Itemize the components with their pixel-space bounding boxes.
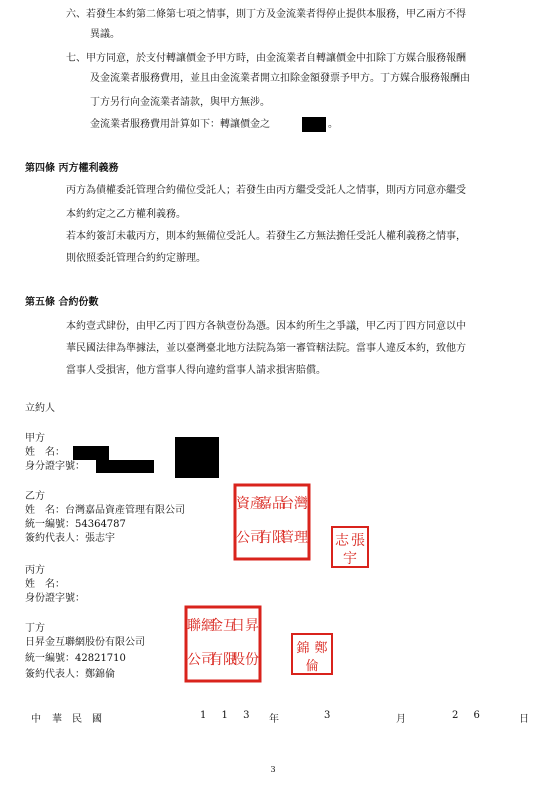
- clause-7-line-1: 七、甲方同意，於支付轉讓價金予甲方時，由金流業者自轉讓價金中扣除丁方媒合服務報酬: [66, 53, 466, 64]
- date-era-2: 華: [52, 714, 62, 725]
- seal-b-char-5: 有限: [258, 530, 286, 546]
- signers-heading: 立約人: [25, 403, 55, 414]
- seal-b-char-4: 管理: [280, 530, 308, 546]
- date-month: 3: [324, 710, 331, 721]
- date-month-unit: 月: [396, 714, 406, 725]
- seal-b-char-1: 台灣: [280, 496, 308, 512]
- party-d-name-line: 日昇金互聯網股份有限公司: [25, 637, 145, 648]
- date-year: 1 1 3: [200, 710, 256, 721]
- seal-rep-d-char-3: 倫: [305, 659, 319, 674]
- seal-d-char-4: 股份: [231, 652, 259, 668]
- party-d-rep-line: 簽約代表人：鄭錦倫: [25, 669, 115, 680]
- party-b-rep-line: 簽約代表人：張志宇: [25, 533, 115, 544]
- date-era-4: 國: [92, 714, 102, 725]
- fee-suffix: 。: [328, 119, 338, 130]
- date-year-unit: 年: [269, 714, 279, 725]
- article-4-p1-line-1: 丙方為債權委託管理合約備位受託人；若發生由丙方繼受受託人之情事，則丙方同意亦繼受: [66, 185, 466, 196]
- clause-6-line-1: 六、若發生本約第二條第七項之情事，則丁方及金流業者得停止提供本服務，甲乙兩方不得: [66, 9, 466, 20]
- redaction-party-a-id: [96, 460, 154, 473]
- party-c-id-label: 身份證字號：: [25, 593, 85, 604]
- page-number: 3: [270, 765, 276, 774]
- party-c-label: 丙方: [25, 565, 45, 576]
- seal-b-char-3: 資產: [236, 496, 264, 512]
- seal-rep-b-char-2: 志: [335, 533, 349, 549]
- seal-rep-b-char-3: 宇: [343, 551, 357, 567]
- rep-seal-b: [330, 525, 370, 569]
- party-b-name-line: 姓 名：台灣嘉品資產管理有限公司: [25, 505, 185, 516]
- seal-d-char-1: 日昇: [231, 618, 259, 634]
- seal-b-char-6: 公司: [236, 530, 264, 546]
- article-4-title: 第四條 丙方權利義務: [25, 163, 119, 174]
- party-a-id-label: 身分證字號：: [25, 461, 85, 472]
- article-4-p1-line-2: 本約約定之乙方權利義務。: [66, 209, 186, 220]
- redaction-party-a-seal: [175, 437, 219, 478]
- article-5-p1-line-3: 當事人受損害，他方當事人得向違約當事人請求損害賠償。: [66, 365, 326, 376]
- seal-b-char-2: 嘉品: [258, 496, 286, 512]
- seal-rep-b-char-1: 張: [351, 533, 365, 549]
- clause-7-line-2: 及金流業者服務費用，並且由金流業者開立扣除金額發票予甲方。丁方媒合服務報酬由: [90, 73, 470, 84]
- clause-7-line-3: 丁方另行向金流業者請款，與甲方無涉。: [90, 97, 270, 108]
- seal-rep-d-char-1: 鄭: [314, 641, 328, 656]
- article-5-title: 第五條 合約份數: [25, 297, 99, 308]
- article-5-p1-line-1: 本約壹式肆份，由甲乙丙丁四方各執壹份為憑。因本約所生之爭議，甲乙丙丁四方同意以中: [66, 321, 466, 332]
- seal-d-char-5: 有限: [209, 652, 237, 668]
- clause-6-line-2: 異議。: [90, 29, 120, 40]
- seal-d-char-6: 公司: [187, 652, 215, 668]
- party-b-label: 乙方: [25, 491, 45, 502]
- party-a-label: 甲方: [25, 433, 45, 444]
- party-a-name-label: 姓 名：: [25, 447, 65, 458]
- article-4-p2-line-1: 若本約簽訂未載丙方，則本約無備位受託人。若發生乙方無法擔任受託人權利義務之情事，: [66, 231, 466, 242]
- redaction-fee: [302, 117, 326, 132]
- party-d-label: 丁方: [25, 623, 45, 634]
- fee-label: 金流業者服務費用計算如下：轉讓價金之: [90, 119, 270, 130]
- company-seal-d: [183, 604, 263, 684]
- seal-d-char-2: 金互: [209, 618, 237, 634]
- date-era-1: 中: [31, 714, 41, 725]
- party-c-name-label: 姓 名：: [25, 579, 65, 590]
- article-4-p2-line-2: 則依照委託管理合約約定辦理。: [66, 253, 206, 264]
- company-seal-b: [232, 482, 312, 562]
- rep-seal-d: [290, 632, 334, 676]
- date-era-3: 民: [72, 714, 82, 725]
- seal-d-char-3: 聯網: [187, 618, 215, 634]
- seal-rep-d-char-2: 錦: [296, 641, 310, 656]
- party-b-tax-line: 統一編號：54364787: [25, 519, 126, 530]
- party-d-tax-line: 統一編號：42821710: [25, 653, 126, 664]
- date-day-unit: 日: [519, 714, 529, 725]
- redaction-party-a-name: [73, 446, 109, 460]
- article-5-p1-line-2: 華民國法律為準據法，並以臺灣臺北地方法院為第一審管轄法院。當事人違反本約，致他方: [66, 343, 466, 354]
- date-day: 2 6: [452, 710, 486, 721]
